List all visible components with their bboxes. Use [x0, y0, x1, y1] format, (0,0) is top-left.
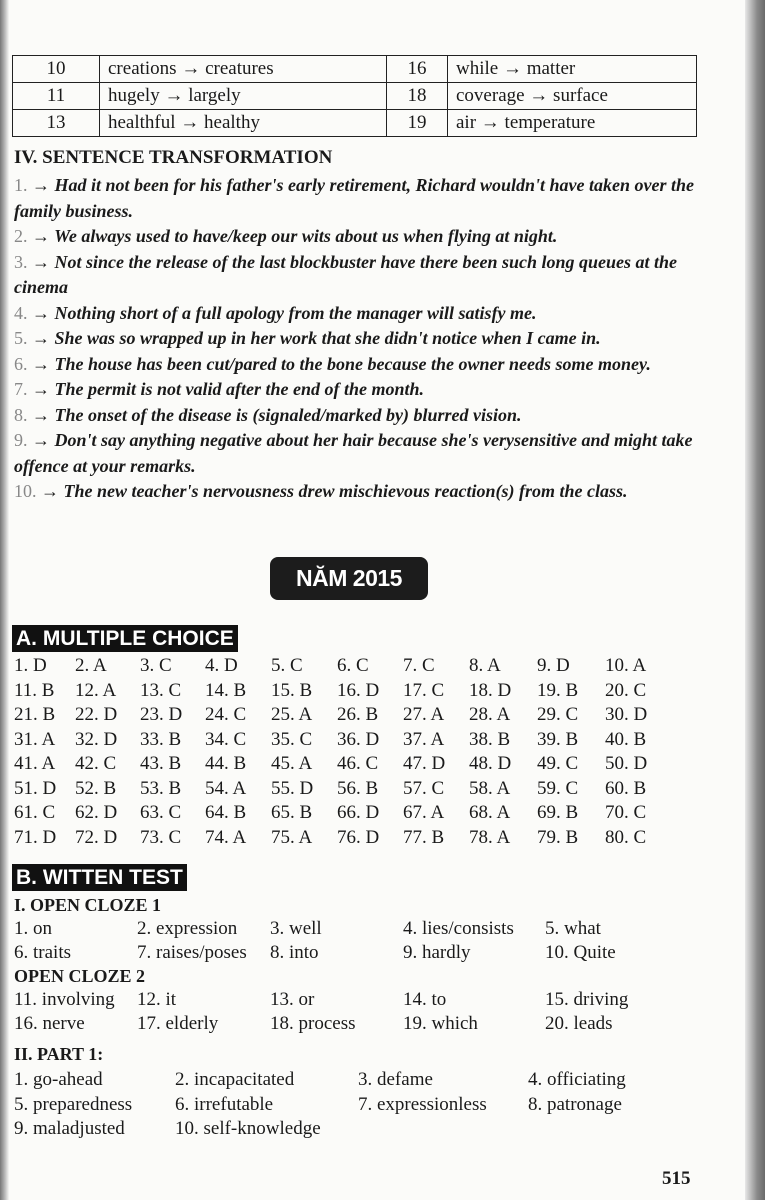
- written-test-heading: B. WITTEN TEST: [12, 864, 187, 891]
- answer-row: [0, 729, 765, 753]
- item-answer: → Nothing short of a full apology from the manager will satisfy me.: [32, 302, 537, 323]
- item-number: 3.: [14, 251, 28, 272]
- answer-item: 54. A: [205, 777, 247, 799]
- answer-item: 5. preparedness: [14, 1093, 133, 1115]
- answer-item: 22. D: [75, 704, 118, 725]
- answer-item: 21. B: [14, 704, 56, 725]
- answer-row: [0, 704, 765, 728]
- answer-item: 51. D: [14, 777, 57, 799]
- answer-row: [0, 753, 765, 777]
- answer-item: 4. lies/consists: [403, 918, 514, 939]
- part-1-heading: II. PART 1:: [14, 1044, 104, 1064]
- answer-item: 32. D: [75, 728, 118, 750]
- answer-item: 66. D: [337, 802, 380, 823]
- sentence-item: [14, 403, 704, 429]
- answer-item: 46. C: [337, 753, 379, 774]
- sentence-item: [14, 224, 704, 250]
- answer-item: 14. B: [205, 679, 247, 701]
- answer-item: 57. C: [403, 777, 445, 799]
- answer-item: 8. A: [469, 655, 501, 676]
- item-number: 10.: [14, 481, 37, 501]
- answer-item: 19. B: [537, 679, 579, 701]
- answer-item: 17. C: [403, 679, 445, 701]
- cell-answer: while → matter: [448, 56, 697, 83]
- answer-item: 19. which: [403, 1013, 478, 1034]
- answer-item: 60. B: [605, 777, 647, 799]
- answer-item: 63. C: [140, 802, 182, 823]
- answer-item: 77. B: [403, 826, 445, 848]
- answer-item: 62. D: [75, 802, 118, 823]
- answer-item: 40. B: [605, 728, 647, 750]
- answer-item: 12. A: [75, 679, 117, 701]
- cell-number: 10: [13, 56, 100, 83]
- section-iv-heading: IV. SENTENCE TRANSFORMATION: [14, 147, 333, 168]
- item-answer: → Had it not been for his father's early retirement, Richard wouldn't have taken over the family business.: [14, 175, 695, 221]
- answer-item: 9. hardly: [403, 942, 471, 963]
- cell-number: 16: [387, 56, 448, 83]
- answer-item: 50. D: [605, 753, 648, 774]
- answer-item: 15. driving: [545, 989, 629, 1010]
- table-row: [13, 56, 697, 83]
- answer-item: 7. C: [403, 655, 435, 676]
- answer-item: 31. A: [14, 728, 56, 750]
- table-row: [13, 83, 697, 110]
- answer-item: 20. leads: [545, 1013, 613, 1034]
- answer-item: 26. B: [337, 704, 379, 725]
- answer-item: 24. C: [205, 704, 247, 725]
- answer-item: 71. D: [14, 826, 57, 848]
- answer-item: 35. C: [271, 728, 313, 750]
- answer-item: 8. into: [270, 942, 319, 963]
- answer-item: 52. B: [75, 777, 117, 799]
- answer-item: 68. A: [469, 802, 511, 823]
- answer-item: 3. defame: [358, 1069, 433, 1090]
- item-number: 6.: [14, 353, 28, 374]
- answer-item: 10. Quite: [545, 942, 616, 963]
- answer-item: 4. officiating: [528, 1069, 626, 1090]
- item-answer: → We always used to have/keep our wits about us when flying at night.: [32, 226, 558, 246]
- item-number: 4.: [14, 302, 28, 323]
- item-answer: → Don't say anything negative about her hair because she's verysensitive and might take offence at your remarks.: [14, 430, 693, 476]
- answer-item: 18. D: [469, 679, 512, 701]
- answer-item: 1. go-ahead: [14, 1069, 103, 1090]
- vocabulary-answer-table: [12, 55, 697, 137]
- answer-item: 43. B: [140, 753, 182, 774]
- item-answer: → Not since the release of the last blockbuster have there been such long queues at the cinema: [14, 251, 677, 297]
- answer-item: 72. D: [75, 826, 118, 848]
- answer-item: 41. A: [14, 753, 56, 774]
- answer-item: 49. C: [537, 753, 579, 774]
- answer-item: 33. B: [140, 728, 182, 750]
- answer-item: 6. C: [337, 655, 369, 676]
- answer-row: [0, 1118, 765, 1142]
- multiple-choice-heading: A. MULTIPLE CHOICE: [12, 625, 238, 652]
- answer-item: 17. elderly: [137, 1013, 219, 1034]
- cell-answer: hugely → largely: [100, 83, 387, 110]
- cell-number: 19: [387, 110, 448, 137]
- answer-item: 44. B: [205, 753, 247, 774]
- table-row: [13, 110, 697, 137]
- answer-item: 29. C: [537, 704, 579, 725]
- answer-item: 76. D: [337, 826, 380, 848]
- answer-item: 2. expression: [137, 918, 238, 939]
- item-number: 5.: [14, 328, 28, 348]
- answer-item: 3. well: [270, 918, 322, 939]
- answer-item: 74. A: [205, 826, 247, 848]
- answer-row: [0, 655, 765, 679]
- answer-item: 67. A: [403, 802, 445, 823]
- cell-answer: air → temperature: [448, 110, 697, 137]
- cell-answer: coverage → surface: [448, 83, 697, 110]
- answer-item: 6. irrefutable: [175, 1093, 274, 1115]
- answer-item: 2. incapacitated: [175, 1069, 295, 1090]
- item-answer: → She was so wrapped up in her work that she didn't notice when I came in.: [32, 328, 601, 348]
- answer-item: 79. B: [537, 826, 579, 848]
- answer-item: 13. or: [270, 989, 315, 1010]
- sentence-transformation-list: [14, 173, 704, 505]
- answer-row: [0, 942, 765, 966]
- sentence-item: [14, 301, 704, 327]
- sentence-item: [14, 377, 704, 403]
- answer-item: 59. C: [537, 777, 579, 799]
- answer-item: 13. C: [140, 679, 182, 701]
- answer-item: 14. to: [403, 989, 447, 1010]
- answer-item: 34. C: [205, 728, 247, 750]
- answer-row: [0, 918, 765, 942]
- answer-item: 61. C: [14, 802, 56, 823]
- answer-item: 1. on: [14, 918, 52, 939]
- cell-answer: creations → creatures: [100, 56, 387, 83]
- cell-number: 11: [13, 83, 100, 110]
- answer-item: 30. D: [605, 704, 648, 725]
- answer-item: 15. B: [271, 679, 313, 701]
- cell-answer: healthful → healthy: [100, 110, 387, 137]
- open-cloze-2-heading: OPEN CLOZE 2: [14, 966, 146, 986]
- answer-item: 3. C: [140, 655, 172, 676]
- item-answer: → The house has been cut/pared to the bone because the owner needs some money.: [32, 353, 651, 374]
- answer-item: 7. raises/poses: [137, 942, 247, 963]
- answer-item: 39. B: [537, 728, 579, 750]
- answer-item: 5. C: [271, 655, 303, 676]
- answer-item: 47. D: [403, 753, 446, 774]
- answer-item: 64. B: [205, 802, 247, 823]
- item-number: 8.: [14, 404, 28, 425]
- answer-item: 16. nerve: [14, 1013, 85, 1034]
- answer-item: 70. C: [605, 802, 647, 823]
- answer-item: 36. D: [337, 728, 380, 750]
- item-answer: → The new teacher's nervousness drew mischievous reaction(s) from the class.: [41, 481, 628, 501]
- answer-item: 11. involving: [14, 989, 115, 1010]
- answer-item: 16. D: [337, 679, 380, 701]
- answer-item: 69. B: [537, 802, 579, 823]
- sentence-item: [14, 250, 704, 301]
- answer-row: [0, 1069, 765, 1093]
- answer-item: 80. C: [605, 826, 647, 848]
- page-number: 515: [662, 1168, 691, 1189]
- item-number: 7.: [14, 379, 28, 399]
- answer-item: 11. B: [14, 679, 55, 701]
- answer-row: [0, 802, 765, 826]
- answer-item: 7. expressionless: [358, 1093, 487, 1115]
- answer-item: 10. self-knowledge: [175, 1118, 321, 1139]
- answer-item: 25. A: [271, 704, 313, 725]
- answer-item: 20. C: [605, 679, 647, 701]
- answer-row: [0, 989, 765, 1013]
- answer-item: 45. A: [271, 753, 313, 774]
- answer-item: 27. A: [403, 704, 445, 725]
- answer-item: 28. A: [469, 704, 511, 725]
- answer-item: 9. D: [537, 655, 570, 676]
- answer-item: 6. traits: [14, 942, 71, 963]
- answer-item: 65. B: [271, 802, 313, 823]
- item-number: 2.: [14, 226, 28, 246]
- answer-row: [0, 1013, 765, 1037]
- item-answer: → The onset of the disease is (signaled/marked by) blurred vision.: [32, 404, 522, 425]
- answer-item: 1. D: [14, 655, 47, 676]
- cell-number: 18: [387, 83, 448, 110]
- answer-row: [0, 680, 765, 704]
- sentence-item: [14, 479, 704, 505]
- sentence-item: [14, 326, 704, 352]
- answer-item: 78. A: [469, 826, 511, 848]
- answer-item: 4. D: [205, 655, 238, 676]
- cell-number: 13: [13, 110, 100, 137]
- answer-item: 58. A: [469, 777, 511, 799]
- answer-item: 73. C: [140, 826, 182, 848]
- item-number: 9.: [14, 430, 28, 450]
- answer-item: 37. A: [403, 728, 445, 750]
- answer-item: 5. what: [545, 918, 601, 939]
- sentence-item: [14, 428, 704, 479]
- answer-item: 53. B: [140, 777, 182, 799]
- answer-item: 48. D: [469, 753, 512, 774]
- item-number: 1.: [14, 175, 28, 195]
- sentence-item: [14, 173, 704, 224]
- open-cloze-1-heading: I. OPEN CLOZE 1: [14, 895, 162, 915]
- answer-row: [0, 778, 765, 802]
- answer-item: 42. C: [75, 753, 117, 774]
- answer-item: 8. patronage: [528, 1093, 622, 1115]
- answer-item: 56. B: [337, 777, 379, 799]
- year-badge: NĂM 2015: [270, 557, 428, 600]
- answer-item: 23. D: [140, 704, 183, 725]
- answer-item: 10. A: [605, 655, 647, 676]
- answer-item: 12. it: [137, 989, 177, 1010]
- answer-item: 18. process: [270, 1013, 356, 1034]
- answer-row: [0, 827, 765, 851]
- answer-row: [0, 1094, 765, 1118]
- answer-item: 75. A: [271, 826, 313, 848]
- sentence-item: [14, 352, 704, 378]
- item-answer: → The permit is not valid after the end of the month.: [32, 379, 425, 399]
- answer-item: 38. B: [469, 728, 511, 750]
- answer-item: 9. maladjusted: [14, 1118, 125, 1139]
- answer-item: 55. D: [271, 777, 314, 799]
- answer-item: 2. A: [75, 655, 107, 676]
